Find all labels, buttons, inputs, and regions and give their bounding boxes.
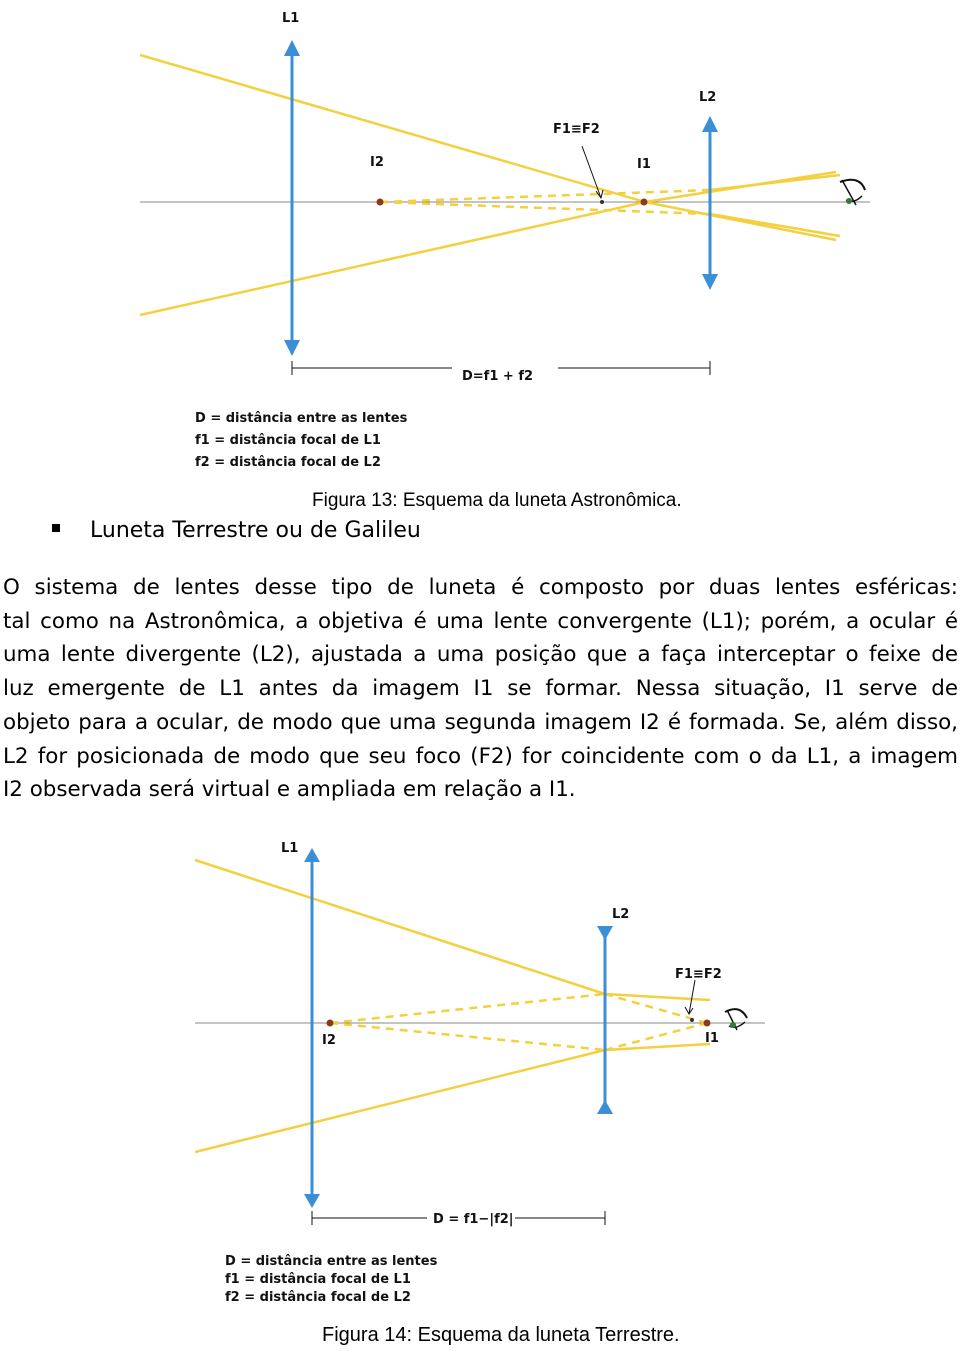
lens-l2 (702, 116, 718, 290)
paragraph-line-4: luz emergente de L1 antes da imagem I1 se formar. Nessa situação, I1 serve de (3, 676, 958, 702)
lens-l1 (284, 40, 300, 356)
label-i1: I1 (705, 1031, 719, 1046)
legend-line-2: f1 = distância focal de L1 (195, 433, 381, 448)
focus-arrow (582, 146, 601, 198)
label-l2: L2 (699, 90, 717, 105)
legend-line-3: f2 = distância focal de L2 (225, 1290, 411, 1305)
paragraph-line-1: O sistema de lentes desse tipo de luneta é composto por duas lentes esféricas: (3, 575, 958, 600)
paragraph-line-2: tal como na Astronômica, a objetiva é uma lente convergente (L1); porém, a ocular é (3, 608, 958, 634)
label-focus: F1≡F2 (675, 967, 722, 982)
paragraph-line-3: uma lente divergente (L2), ajustada a uma posição que a faça interceptar o feixe de (3, 642, 958, 668)
figure-13-caption: Figura 13: Esquema da luneta Astronômica. (312, 490, 682, 511)
focus-point (690, 1018, 694, 1022)
section-heading-text: Luneta Terrestre ou de Galileu (90, 518, 421, 543)
lens-l2 (597, 926, 613, 1114)
focus-point (600, 200, 604, 204)
eye-icon (725, 1009, 747, 1030)
label-i2: I2 (322, 1033, 336, 1048)
image-i2-point (377, 199, 384, 206)
image-i1-point (704, 1020, 711, 1027)
label-i1: I1 (637, 157, 651, 172)
legend-line-3: f2 = distância focal de L2 (195, 455, 381, 470)
label-l1: L1 (281, 841, 299, 856)
bullet-square-icon (52, 524, 60, 532)
label-l2: L2 (612, 907, 630, 922)
paragraph-line-7: I2 observada será virtual e ampliada em relação a I1. (3, 777, 576, 803)
light-rays (140, 55, 840, 315)
image-i1-point (641, 199, 648, 206)
astronomical-telescope-diagram (140, 0, 870, 470)
virtual-rays (330, 994, 707, 1050)
legend-line-1: D = distância entre as lentes (225, 1254, 438, 1269)
label-i2: I2 (370, 155, 384, 170)
figure-14-caption: Figura 14: Esquema da luneta Terrestre. (322, 1324, 680, 1346)
body-paragraph (3, 571, 958, 807)
paragraph-line-6: L2 for posicionada de modo que seu foco (F2) for coincidente com o da L1, a imagem (3, 743, 958, 769)
label-l1: L1 (282, 11, 300, 26)
light-rays (195, 860, 710, 1152)
terrestrial-telescope-diagram (195, 832, 765, 1317)
distance-label: D=f1 + f2 (462, 369, 534, 384)
image-i2-point (327, 1020, 334, 1027)
lens-l1 (304, 848, 320, 1208)
legend-line-2: f1 = distância focal de L1 (225, 1272, 411, 1287)
label-focus: F1≡F2 (553, 122, 600, 137)
section-heading (52, 518, 421, 543)
legend-line-1: D = distância entre as lentes (195, 411, 408, 426)
eye-icon (840, 180, 865, 205)
distance-label: D = f1−|f2| (433, 1212, 514, 1227)
paragraph-line-5: objeto para a ocular, de modo que uma segunda imagem I2 é formada. Se, além disso, (3, 709, 958, 735)
